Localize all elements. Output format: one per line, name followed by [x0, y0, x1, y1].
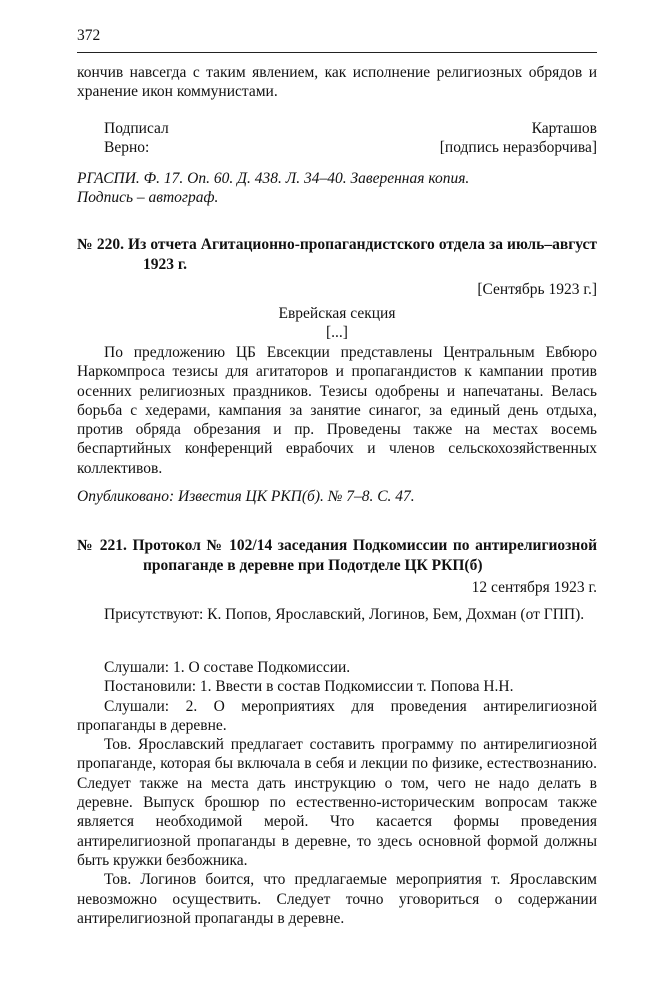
heard-item-2: Слушали: 2. О мероприятиях для проведения антирелигиозной пропаганды в деревне.: [77, 697, 597, 734]
doc-220-title: № 220. Из отчета Агитационно-пропагандистского отдела за июль–август 1923 г.: [77, 236, 597, 273]
signature-block: [77, 119, 597, 158]
doc-220-section: [77, 304, 597, 343]
section-title: Еврейская секция: [278, 305, 396, 322]
doc-221-meta: [77, 578, 597, 597]
doc-221-title: № 221. Протокол № 102/14 заседания Подкомиссии по антирелигиозной пропаганде в деревне при Подотделе ЦК РКП(б): [77, 537, 598, 574]
intro-section: [77, 63, 597, 102]
present-list: Присутствуют: К. Попов, Ярославский, Логинов, Бем, Дохман (от ГПП).: [104, 606, 585, 623]
doc-220-heading: [77, 235, 597, 275]
loginov-paragraph: Тов. Логинов боится, что предлагаемые мероприятия т. Ярославским невозможно осуществить. Следует точно уговориться о содержании антирелигиозной пропаганды в деревне.: [77, 871, 597, 927]
yaroslavsky-paragraph: Тов. Ярославский предлагает составить программу по антирелигиозной пропаганде, которая бы включала в себя и лекции по физике, естествознанию. Следует также на места дать инструкцию о том, чего не надо делать в деревне. Выпуск брошюр по естественно-историческим вопросам также является необходимой мерой. Что касается формы проведения антирелигиозной пропаганды в деревне, то здесь основной формой должны быть кружки безбожника.: [77, 736, 597, 869]
ellipsis-mark: [...]: [326, 324, 348, 342]
header-rule: [77, 52, 597, 53]
doc-221-present: [77, 605, 597, 624]
archive-signature-note: Подпись – автограф.: [77, 189, 219, 207]
doc-220-date: [Сентябрь 1923 г.]: [477, 281, 597, 298]
doc-221-number: № 221.: [77, 537, 127, 554]
source-note-1: [77, 169, 597, 208]
doc-221-date: 12 сентября 1923 г.: [471, 579, 597, 596]
archive-reference: РГАСПИ. Ф. 17. Оп. 60. Д. 438. Л. 34–40. Заверенная копия.: [77, 170, 470, 187]
doc-220-publication: [77, 487, 597, 506]
doc-220-body: [77, 343, 597, 478]
signature-row-1: [77, 119, 597, 138]
intro-paragraph: кончив навсегда с таким явлением, как исполнение религиозных обрядов и хранение икон коммунистами.: [77, 64, 597, 101]
published-note: Опубликовано: Известия ЦК РКП(б). № 7–8. С. 47.: [77, 488, 415, 505]
signed-label: Подписал: [104, 120, 169, 137]
decided-item-1: Постановили: 1. Ввести в состав Подкомиссии т. Попова Н.Н.: [104, 678, 514, 696]
doc-221-heading: [77, 536, 597, 576]
verified-label: Верно:: [104, 139, 150, 157]
doc-221-body: [77, 658, 597, 928]
heard-item-1: Слушали: 1. О составе Подкомиссии.: [104, 659, 351, 676]
illegible-signature: [подпись неразборчива]: [439, 139, 597, 157]
page-number: 372: [77, 27, 101, 44]
doc-220-meta: [77, 280, 597, 299]
signature-row-2: [77, 138, 597, 157]
signer-name: Карташов: [531, 120, 597, 137]
doc-220-paragraph: По предложению ЦБ Евсекции представлены Центральным Евбюро Наркомпроса тезисы для агитаторов и пропагандистов к кампании против осенних религиозных праздников. Тезисы одобрены и напечатаны. Велась борьба с хедерами, кампания за занятие синагог, за единый день отдыха, против обряда обрезания и пр. Проведены также на местах восемь беспартийных конференций еврабочих и членов сельскохозяйственных коллективов.: [77, 344, 597, 477]
doc-220-number: № 220.: [77, 236, 124, 253]
